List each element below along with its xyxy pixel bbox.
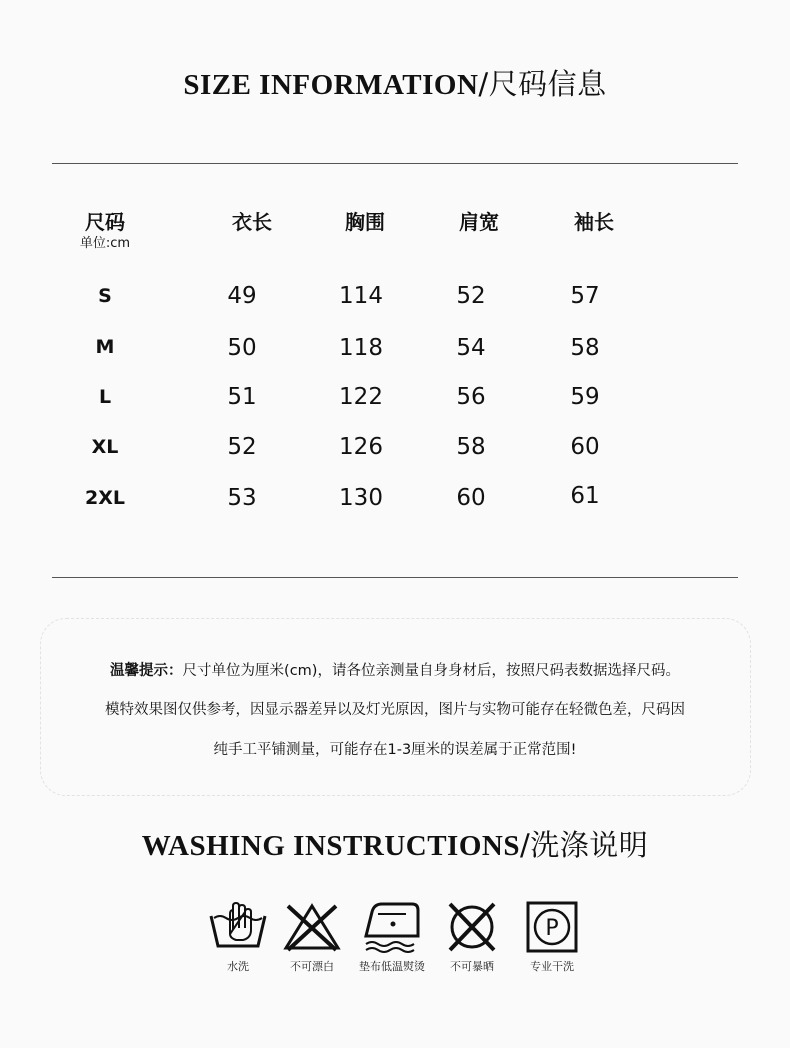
wash-title-english: WASHING INSTRUCTIONS (141, 830, 520, 862)
header-length: 衣长 (232, 210, 272, 234)
dry-clean-label: 专业干洗 (530, 960, 574, 973)
no-bleach-icon (282, 900, 342, 954)
top-divider (52, 163, 738, 164)
chest-cell: 122 (339, 384, 383, 410)
sleeve-cell: 57 (570, 283, 600, 309)
hand-wash-label: 水洗 (227, 960, 249, 973)
header-sleeve: 袖长 (574, 210, 614, 234)
size-title-chinese: /尺码信息 (478, 67, 607, 101)
length-cell: 50 (227, 335, 257, 361)
notice-lead: 温馨提示： (110, 663, 183, 679)
chest-cell: 130 (339, 485, 383, 511)
wash-title-chinese: /洗涤说明 (519, 828, 649, 862)
length-cell: 53 (227, 485, 257, 511)
chest-cell: 118 (339, 335, 383, 361)
bottom-divider (52, 577, 738, 578)
hand-wash-icon (208, 900, 268, 954)
notice-line-2: 模特效果图仅供参考，因显示器差异以及灯光原因，图片与实物可能存在轻微色差，尺码因 (105, 702, 685, 718)
header-size: 尺码 (85, 210, 125, 234)
size-cell: M (95, 336, 115, 358)
no-tumble-dry-icon (442, 900, 502, 954)
length-cell: 51 (227, 384, 257, 410)
no-bleach-label: 不可漂白 (290, 960, 334, 973)
shoulder-cell: 52 (456, 283, 486, 309)
size-cell: 2XL (85, 487, 125, 509)
chest-cell: 114 (339, 283, 383, 309)
chest-cell: 126 (339, 434, 383, 460)
unit-label: 单位:cm (79, 236, 131, 251)
size-information-title (0, 62, 790, 103)
size-cell: S (98, 285, 112, 307)
low-iron-label: 垫布低温熨烫 (359, 960, 425, 973)
length-cell: 49 (227, 283, 257, 309)
notice-text-1: 尺寸单位为厘米(cm)，请各位亲测量自身身材后，按照尺码表数据选择尺码。 (182, 663, 680, 679)
low-iron-with-cloth-icon (362, 900, 422, 954)
sleeve-cell: 61 (570, 483, 600, 509)
washing-instructions-title (0, 823, 790, 864)
size-cell: L (98, 386, 112, 408)
length-cell: 52 (227, 434, 257, 460)
no-tumble-dry-label: 不可暴晒 (450, 960, 494, 973)
sleeve-cell: 58 (570, 335, 600, 361)
header-chest: 胸围 (345, 210, 385, 234)
size-title-english: SIZE INFORMATION (183, 69, 479, 101)
sleeve-cell: 60 (570, 434, 600, 460)
shoulder-cell: 58 (456, 434, 486, 460)
svg-text:P: P (545, 916, 559, 941)
size-cell: XL (91, 436, 119, 458)
sleeve-cell: 59 (570, 384, 600, 410)
shoulder-cell: 56 (456, 384, 486, 410)
header-shoulder: 肩宽 (459, 210, 499, 234)
notice-line-3: 纯手工平铺测量，可能存在1-3厘米的误差属于正常范围! (213, 742, 577, 758)
shoulder-cell: 60 (456, 485, 486, 511)
shoulder-cell: 54 (456, 335, 486, 361)
notice-line-1 (0, 659, 790, 680)
dry-clean-icon (522, 900, 582, 954)
